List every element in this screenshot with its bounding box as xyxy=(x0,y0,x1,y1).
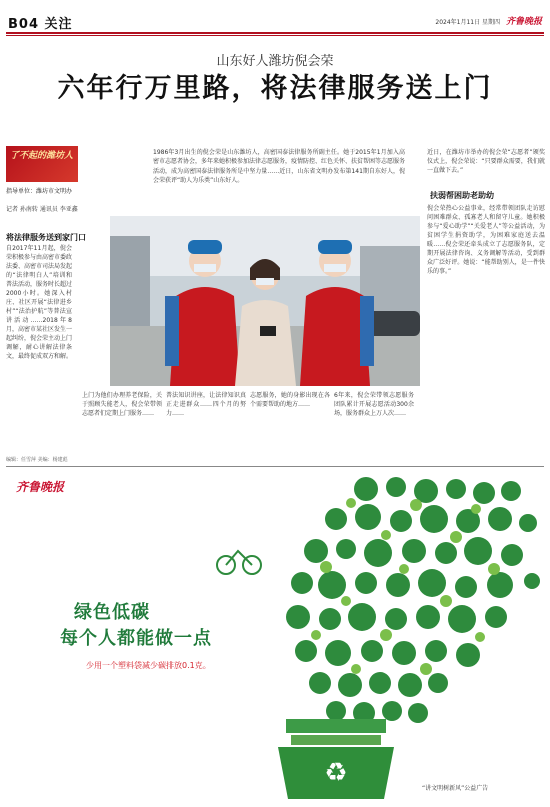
lead-subhead: 将法律服务送到家门口 xyxy=(6,233,86,242)
article-kicker: 山东好人潍坊倪会荣 xyxy=(216,54,334,69)
body-column-1: 自2017年11月起，倪会荣积极参与由高密市委政法委、高密市司法局发起的“法律明白人”培训和普法活动，服务时长超过2000小时。她深入村庄、社区开展“法律进乡村”“法治护航”等普法宣讲活动……2018年8月，高密市某社区发生一起纠纷，倪会荣主动上门调解，耐心讲解法律条文，最终促成双方和解。 xyxy=(6,245,72,360)
editor-credit: 编辑：任雪萍 美编：杨建彪 xyxy=(6,457,68,463)
body-column-4: 志愿服务，她的身影出现在各个需要帮助的地方…… xyxy=(250,392,330,408)
svg-text:♻: ♻ xyxy=(324,758,348,788)
body-column-5: 6年来，倪会荣带领志愿服务团队累计开展志愿活动300余场，服务群众上万人次…… xyxy=(334,392,414,417)
header-rule-thin xyxy=(6,35,544,36)
photo-illustration xyxy=(110,216,420,386)
ad-brand: 齐鲁晚报 xyxy=(16,480,65,494)
ad-title-line-2: 每个人都能做一点 xyxy=(60,628,212,649)
right-column-top: 近日，在潍坊市举办的倪会荣“志愿者”颁奖仪式上，倪会荣说：“只要群众需要，我们就一直做下去。” xyxy=(427,149,545,174)
right-subhead: 扶弱帮困助老助幼 xyxy=(430,191,494,200)
header-meta xyxy=(435,14,542,27)
issue-weekday: 星期四 xyxy=(482,19,501,26)
article-intro: 1986年3月出生的倪会荣是山东潍坊人，高密国泰法律服务所副主任。她于2015年1月加入高密市志愿者协会，多年来她积极参加法律志愿服务，疫情防控、红色关怀、扶贫帮困等志愿服务活动，成为高密国泰法律服务所是中坚力量……近日，山东省文明办发布第141期自东好人，倪会荣获评“助人为乐类”山东好人。 xyxy=(153,149,406,185)
article-headline: 六年行万里路，将法律服务送上门 xyxy=(57,73,493,104)
ad-subtitle: 少用一个塑料袋减少碳排放0.1克。 xyxy=(86,661,211,670)
body-column-3: 普法知识讲座，让法律知识真正走进群众……四个月的努力…… xyxy=(166,392,246,417)
body-column-2: 上门为他们办理养老保险，关于照顾失能老人，倪会荣带领志愿者们定期上门服务…… xyxy=(82,392,162,417)
header-rule xyxy=(6,32,544,34)
ad-title-line-1: 绿色低碳 xyxy=(74,602,150,623)
section-label: B04 关注 xyxy=(8,17,73,32)
ad-footer: “讲文明树新风”公益广告 xyxy=(422,785,489,792)
byline: 记者 孙南转 通讯员 李亚鑫 xyxy=(6,206,78,213)
section-divider xyxy=(6,466,544,467)
news-photo xyxy=(110,216,420,386)
issue-date: 2024年1月11日 xyxy=(435,19,481,26)
right-column-body: 倪会荣热心公益事业，经常带领团队走访慰问困难群众、孤寡老人和留守儿童。她积极参与“爱心助学”“关爱老人”等公益活动，为贫困学生捐资助学，为困难家庭送去温暖……倪会荣还牵头成立了志愿服务队，定期开展法律咨询、义务调解等活动，受到群众广泛好评。她说：“能帮助别人，是一件快乐的事。” xyxy=(427,205,545,275)
column-logo-text: 了不起的潍坊人 xyxy=(10,151,74,161)
logo-caption: 指导单位：潍坊市文明办 xyxy=(6,188,73,195)
newspaper-brand: 齐鲁晚报 xyxy=(505,17,542,27)
